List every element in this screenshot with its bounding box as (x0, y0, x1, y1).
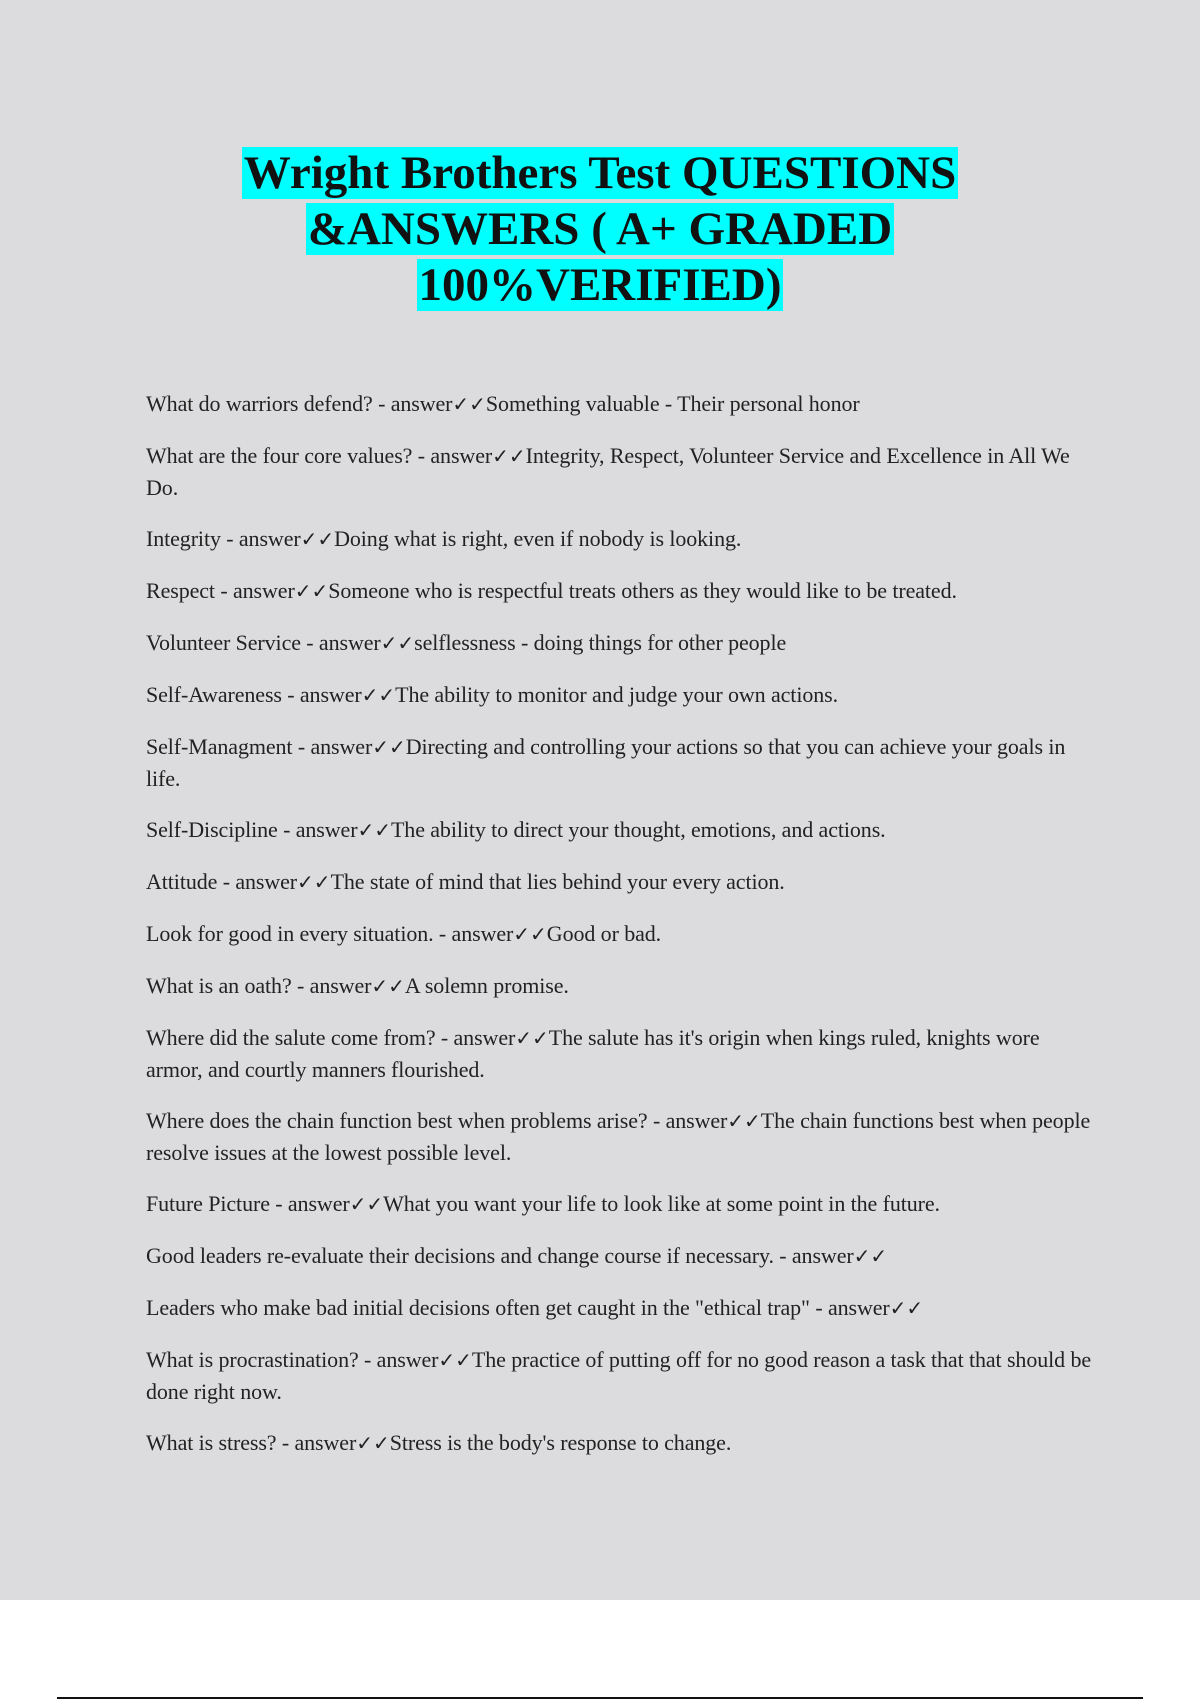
double-check-icon: ✓✓ (889, 1296, 924, 1320)
double-check-icon: ✓✓ (349, 1192, 384, 1216)
question-text: Volunteer Service - answer (146, 630, 381, 655)
qa-item (146, 523, 1096, 555)
answer-text: The chain functions best when people resolve issues at the lowest possible level. (146, 1108, 1091, 1165)
answer-text: The salute has it's origin when kings ruled, knights wore armor, and courtly manners flourished. (146, 1025, 1040, 1082)
question-text: Integrity - answer (146, 526, 301, 551)
answer-text: The ability to direct your thought, emotions, and actions. (390, 817, 886, 842)
question-text: Where does the chain function best when problems arise? - answer (146, 1108, 728, 1133)
question-text: Good leaders re-evaluate their decisions and change course if necessary. - answer (146, 1243, 854, 1268)
question-text: Look for good in every situation. - answer (146, 921, 514, 946)
answer-text: The state of mind that lies behind your every action. (330, 869, 785, 894)
double-check-icon: ✓✓ (356, 1431, 390, 1455)
qa-list (146, 388, 1096, 1479)
double-check-icon: ✓✓ (727, 1109, 761, 1133)
answer-text: selflessness - doing things for other people (414, 630, 787, 655)
answer-text: Good or bad. (546, 921, 662, 946)
question-text: Attitude - answer (146, 869, 298, 894)
qa-item (146, 1105, 1096, 1168)
qa-item (146, 1427, 1096, 1459)
answer-text: Directing and controlling your actions so that you can achieve your goals in life. (146, 734, 1066, 791)
page-divider (57, 1697, 1143, 1699)
qa-item (146, 1188, 1096, 1220)
double-check-icon: ✓✓ (371, 974, 405, 998)
question-text: Self-Discipline - answer (146, 817, 358, 842)
double-check-icon: ✓✓ (492, 444, 526, 468)
question-text: Where did the salute come from? - answer (146, 1025, 516, 1050)
qa-item (146, 918, 1096, 950)
question-text: What is stress? - answer (146, 1430, 357, 1455)
question-text: Self-Managment - answer (146, 734, 373, 759)
double-check-icon: ✓✓ (380, 631, 415, 655)
question-text: What are the four core values? - answer (146, 443, 493, 468)
answer-text: A solemn promise. (404, 973, 569, 998)
document-title (0, 145, 1200, 313)
qa-item (146, 1240, 1096, 1272)
question-text: What do warriors defend? - answer (146, 391, 453, 416)
double-check-icon: ✓✓ (438, 1348, 472, 1372)
question-text: What is procrastination? - answer (146, 1347, 439, 1372)
qa-item (146, 440, 1096, 503)
qa-item (146, 814, 1096, 846)
qa-item (146, 1344, 1096, 1407)
qa-item (146, 731, 1096, 794)
question-text: Future Picture - answer (146, 1191, 350, 1216)
question-text: What is an oath? - answer (146, 973, 372, 998)
qa-item (146, 1022, 1096, 1085)
title-line-text: Wright Brothers Test QUESTIONS (243, 147, 957, 199)
title-line (0, 145, 1200, 201)
double-check-icon: ✓✓ (853, 1244, 888, 1268)
qa-item (146, 388, 1096, 420)
title-line (0, 257, 1200, 313)
answer-text: The practice of putting off for no good reason a task that that should be done right now. (146, 1347, 1092, 1404)
double-check-icon: ✓✓ (361, 683, 396, 707)
answer-text: Someone who is respectful treats others as they would like to be treated. (328, 578, 957, 603)
question-text: Self-Awareness - answer (146, 682, 362, 707)
answer-text: Stress is the body's response to change. (389, 1430, 732, 1455)
double-check-icon: ✓✓ (294, 579, 329, 603)
title-line-text: &ANSWERS ( A+ GRADED (307, 203, 893, 255)
double-check-icon: ✓✓ (372, 735, 406, 759)
title-line-text: 100%VERIFIED) (418, 259, 782, 311)
answer-text: What you want your life to look like at some point in the future. (383, 1191, 940, 1216)
double-check-icon: ✓✓ (515, 1026, 549, 1050)
double-check-icon: ✓✓ (297, 870, 331, 894)
qa-item (146, 627, 1096, 659)
answer-text: Integrity, Respect, Volunteer Service and Excellence in All We Do. (146, 443, 1070, 500)
title-line (0, 201, 1200, 257)
double-check-icon: ✓✓ (357, 818, 391, 842)
qa-item (146, 1292, 1096, 1324)
qa-item (146, 970, 1096, 1002)
answer-text: Doing what is right, even if nobody is looking. (334, 526, 742, 551)
double-check-icon: ✓✓ (513, 922, 547, 946)
double-check-icon: ✓✓ (452, 392, 486, 416)
qa-item (146, 575, 1096, 607)
answer-text: Something valuable - Their personal honor (485, 391, 860, 416)
question-text: Leaders who make bad initial decisions often get caught in the "ethical trap" - answer (146, 1295, 890, 1320)
double-check-icon: ✓✓ (300, 527, 335, 551)
answer-text: The ability to monitor and judge your own actions. (395, 682, 838, 707)
qa-item (146, 679, 1096, 711)
question-text: Respect - answer (146, 578, 295, 603)
qa-item (146, 866, 1096, 898)
